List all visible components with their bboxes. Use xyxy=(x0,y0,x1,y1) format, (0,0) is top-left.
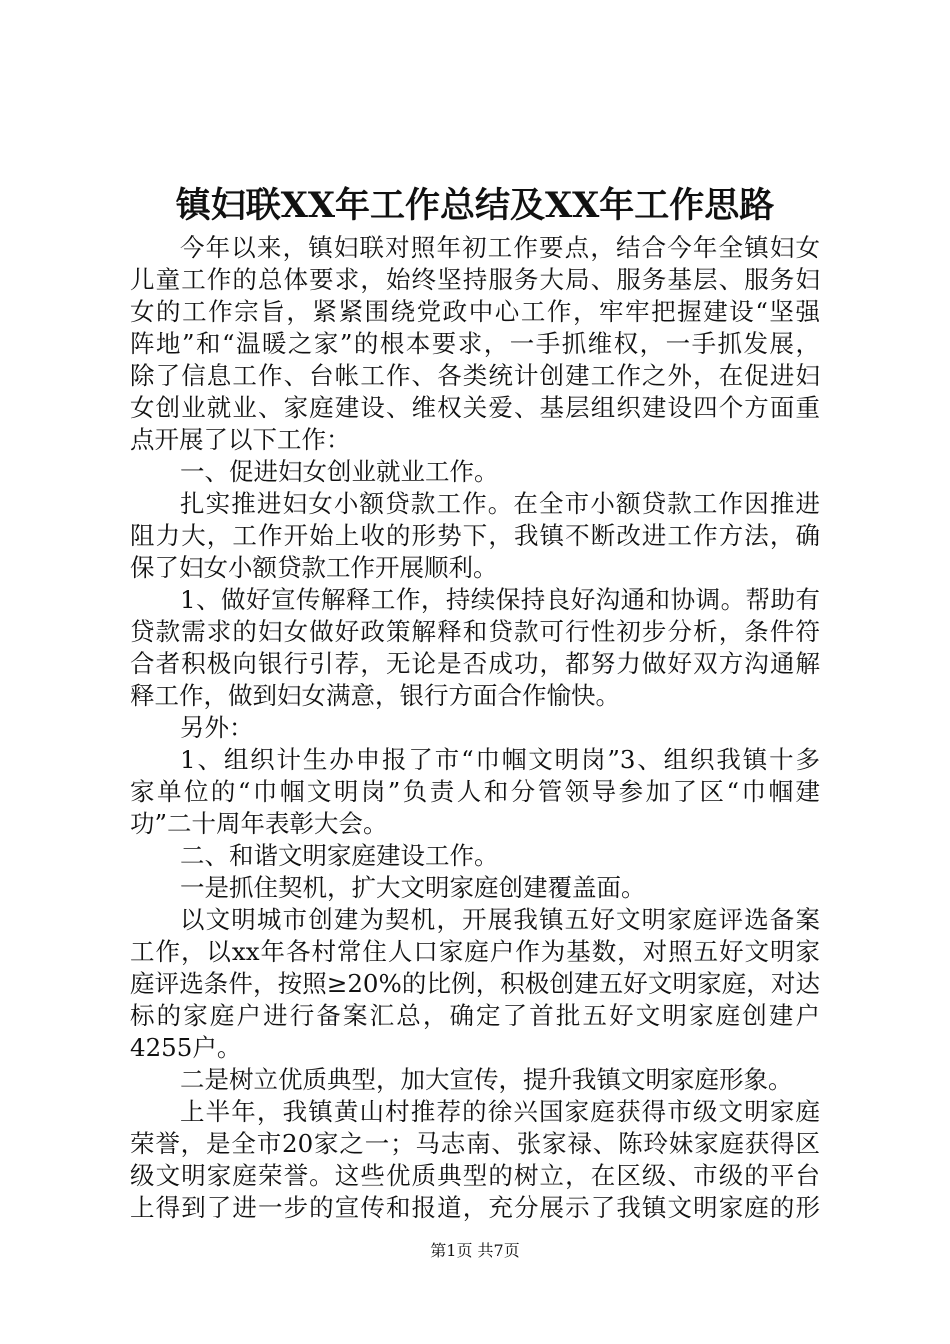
body-line: 4255户。 xyxy=(130,1033,242,1062)
body-line: 女创业就业、家庭建设、维权关爱、基层组织建设四个方面重 xyxy=(130,393,820,422)
body-line: 标的家庭户进行备案汇总，确定了首批五好文明家庭创建户 xyxy=(130,1001,820,1030)
body-line: 女的工作宗旨，紧紧围绕党政中心工作，牢牢把握建设“坚强 xyxy=(130,297,820,326)
body-line: 上得到了进一步的宣传和报道，充分展示了我镇文明家庭的形 xyxy=(130,1193,820,1222)
body-line: 点开展了以下工作： xyxy=(130,425,351,454)
body-line: 1、做好宣传解释工作，持续保持良好沟通和协调。帮助有 xyxy=(180,585,820,614)
body-line: 二是树立优质典型，加大宣传，提升我镇文明家庭形象。 xyxy=(180,1065,793,1094)
body-line: 除了信息工作、台帐工作、各类统计创建工作之外，在促进妇 xyxy=(130,361,820,390)
body-line: 以文明城市创建为契机，开展我镇五好文明家庭评选备案 xyxy=(180,905,820,934)
body-line: 荣誉，是全市20家之一；马志南、张家禄、陈玲妹家庭获得区 xyxy=(130,1129,820,1158)
body-line: 贷款需求的妇女做好政策解释和贷款可行性初步分析，条件符 xyxy=(130,617,820,646)
page-number: 第1页 共7页 xyxy=(430,1241,520,1260)
body-line: 级文明家庭荣誉。这些优质典型的树立，在区级、市级的平台 xyxy=(130,1161,820,1190)
section-heading: 一、促进妇女创业就业工作。 xyxy=(180,457,499,486)
body-line: 庭评选条件，按照≥20%的比例，积极创建五好文明家庭，对达 xyxy=(130,969,820,998)
body-line: 释工作，做到妇女满意，银行方面合作愉快。 xyxy=(130,681,620,710)
body-line: 阵地”和“温暖之家”的根本要求，一手抓维权，一手抓发展， xyxy=(130,329,820,358)
body-line: 上半年，我镇黄山村推荐的徐兴国家庭获得市级文明家庭 xyxy=(180,1097,820,1126)
body-line: 今年以来，镇妇联对照年初工作要点，结合今年全镇妇女 xyxy=(180,233,820,262)
body-line: 扎实推进妇女小额贷款工作。在全市小额贷款工作因推进 xyxy=(180,489,820,518)
body-line: 一是抓住契机，扩大文明家庭创建覆盖面。 xyxy=(180,873,646,902)
body-line: 儿童工作的总体要求，始终坚持服务大局、服务基层、服务妇 xyxy=(130,265,820,294)
body-line: 功”二十周年表彰大会。 xyxy=(130,809,388,838)
body-line: 1、组织计生办申报了市“巾帼文明岗”3、组织我镇十多 xyxy=(180,745,820,774)
body-line: 合者积极向银行引荐，无论是否成功，都努力做好双方沟通解 xyxy=(130,649,820,678)
document-title: 镇妇联XX年工作总结及XX年工作思路 xyxy=(175,185,775,226)
section-heading: 二、和谐文明家庭建设工作。 xyxy=(180,841,499,870)
body-line: 工作，以xx年各村常住人口家庭户作为基数，对照五好文明家 xyxy=(130,937,820,966)
body-line: 家单位的“巾帼文明岗”负责人和分管领导参加了区“巾帼建 xyxy=(130,777,820,806)
body-line: 阻力大，工作开始上收的形势下，我镇不断改进工作方法，确 xyxy=(130,521,820,550)
body-line: 另外： xyxy=(180,713,254,742)
body-line: 保了妇女小额贷款工作开展顺利。 xyxy=(130,553,498,582)
